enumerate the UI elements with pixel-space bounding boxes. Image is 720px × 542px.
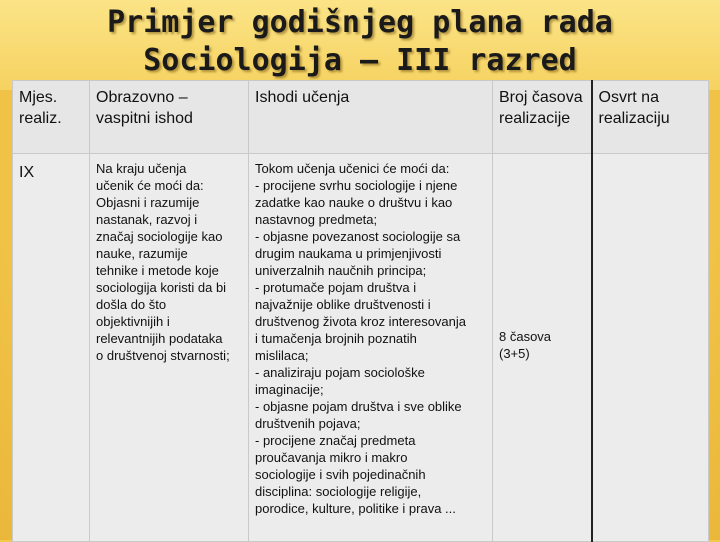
header-month: Mjes. realiz. <box>13 81 90 154</box>
learning-line: društvenog života kroz interesovanja <box>255 314 467 329</box>
title-line-2: Sociologija – III razred <box>143 43 577 78</box>
cell-educational-outcome <box>90 154 249 542</box>
learning-line: najvažnije oblike društvenosti i <box>255 297 431 312</box>
hours-count: 8 časova <box>499 328 552 344</box>
outcome-line: o društvenoj stvarnosti; <box>96 348 230 363</box>
slide-title <box>0 4 720 80</box>
hours-split: (3+5) <box>499 345 530 361</box>
learning-line: Tokom učenja učenici će moći da: <box>255 161 450 176</box>
learning-line: imaginacije; <box>255 382 324 397</box>
outcome-line: objektivnijih i <box>96 314 170 329</box>
learning-line: porodice, kulture, politike i prava ... <box>255 501 456 516</box>
learning-line: disciplina: sociologije religije, <box>255 484 422 499</box>
learning-line: nastavnog predmeta; <box>255 212 378 227</box>
outcome-line: tehnike i metode koje <box>96 263 219 278</box>
outcome-line: relevantnijih podataka <box>96 331 223 346</box>
learning-line: - objasne povezanost sociologije sa <box>255 229 461 244</box>
outcome-line: značaj sociologije kao <box>96 229 223 244</box>
header-learning-outcomes: Ishodi učenja <box>249 81 493 154</box>
outcome-line: došla do što <box>96 297 167 312</box>
learning-line: - objasne pojam društva i sve oblike <box>255 399 462 414</box>
outcome-line: nauke, razumije <box>96 246 188 261</box>
header-row <box>13 81 709 154</box>
outcome-line: učenik će moći da: <box>96 178 204 193</box>
learning-line: sociologije i svih pojedinačnih <box>255 467 426 482</box>
learning-line: - analiziraju pojam sociološke <box>255 365 425 380</box>
learning-line: - protumače pojam društva i <box>255 280 417 295</box>
outcome-line: Na kraju učenja <box>96 161 187 176</box>
table-row <box>13 154 709 542</box>
learning-line: - procijene značaj predmeta <box>255 433 416 448</box>
learning-line: i tumačenja brojnih poznatih <box>255 331 417 346</box>
learning-line: proučavanja mikro i makro <box>255 450 408 465</box>
header-educational-outcome: Obrazovno – vaspitni ishod <box>90 81 249 154</box>
cell-hours <box>493 154 592 542</box>
learning-line: univerzalnih naučnih principa; <box>255 263 427 278</box>
outcome-line: Objasni i razumije <box>96 195 200 210</box>
learning-line: - procijene svrhu sociologije i njene <box>255 178 458 193</box>
header-review: Osvrt na realizaciju <box>592 81 709 154</box>
learning-line: zadatke kao nauke o društvu i kao <box>255 195 453 210</box>
learning-line: drugim naukama u primjenjivosti <box>255 246 442 261</box>
header-hours: Broj časova realizacije <box>493 81 592 154</box>
learning-line: mislilaca; <box>255 348 309 363</box>
cell-review <box>592 154 709 542</box>
plan-table <box>12 80 709 542</box>
outcome-line: nastanak, razvoj i <box>96 212 198 227</box>
cell-month: IX <box>13 154 90 542</box>
learning-line: društvenih pojava; <box>255 416 361 431</box>
cell-learning-outcomes <box>249 154 493 542</box>
title-line-1: Primjer godišnjeg plana rada <box>107 5 613 40</box>
outcome-line: sociologija koristi da bi <box>96 280 227 295</box>
